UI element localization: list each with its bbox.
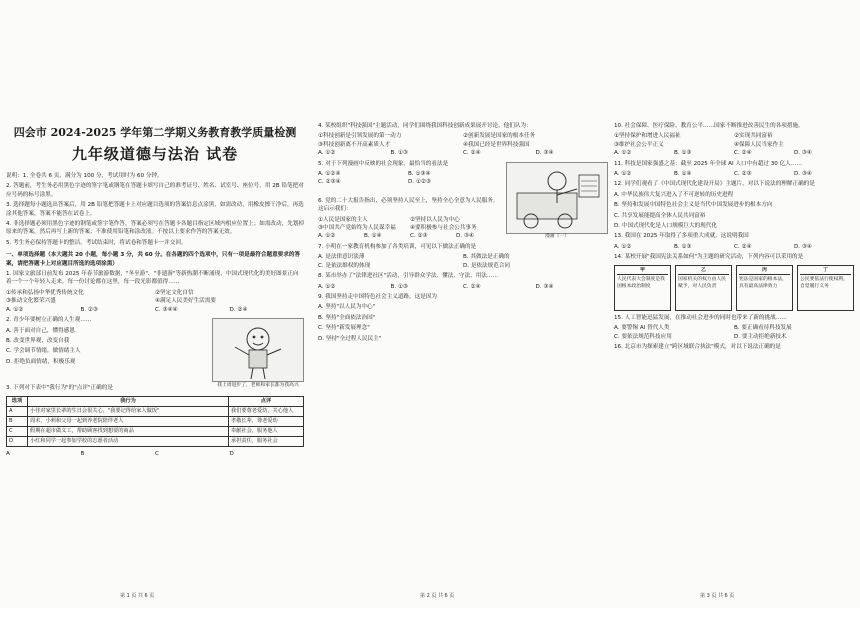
question-table [6, 396, 304, 447]
question-stem: 2. 青少年要树立正确的人生观…… [6, 317, 92, 324]
exam-subtitle: 九年级道德与法治 试卷 [71, 145, 239, 163]
question-stem: 15. 人工智能迅猛发展，在推动社会进步的同时也带来了新的挑战…… [614, 314, 787, 321]
option: A [6, 450, 10, 457]
question-stem: 4. 某校组织"科技强国"主题活动，同学们围绕我国科技创新成果展开讨论，他们认为： [318, 123, 532, 129]
table-cell: 承担责任，服务社会 [229, 436, 304, 446]
instruction-line: 3. 选择题每小题选出答案后，用 2B 铅笔把答题卡上对应题目选项的答案信息点涂黑，如需改动，用橡皮擦干净后，再选涂其他答案，答案不能答在试卷上。 [6, 202, 304, 217]
card-head: 丁 [800, 268, 851, 275]
option: B [80, 450, 85, 457]
question-stem: 7. 小明在一家教育机构参加了各类培训，可见以下做法正确的是 [318, 243, 477, 250]
question-stem: 14. 某校开展"我国宪法关系如何"为主题的研究活动，下列内容可以采用的是 [614, 254, 804, 261]
question-stem: 3. 下列对下表中"我行为"的"点评"正确的是 [6, 385, 113, 392]
table-header-row [7, 396, 304, 406]
option: B. ①③ [390, 150, 408, 157]
table-row [7, 436, 304, 446]
card-text: 公民要依法行使权利，自觉履行义务 [800, 277, 848, 289]
question-8 [318, 272, 608, 291]
option: A. ①② [614, 150, 632, 157]
question-stem: 11. 科技是国家强盛之基：截至 2025 年全球 AI 人口中有超过 30 亿人…… [614, 160, 803, 167]
cartoon-caption: 我上周进步了，老师和家长都为我高兴 [217, 382, 299, 388]
option: D. 坚持"全过程人民民主" [318, 335, 382, 342]
answer-options [614, 170, 854, 178]
info-card [736, 265, 793, 311]
option: A. ①② [6, 306, 24, 313]
item: ①科技创新是引领发展的第一动力 [318, 133, 402, 140]
question-14 [614, 253, 854, 310]
question-7 [318, 243, 608, 270]
card-head: 甲 [617, 268, 668, 275]
option: C. 是依法维权的体现 [318, 262, 371, 269]
item: ①坚持保护和增进人民福祉 [614, 133, 681, 140]
question-stem: 12. 同学们观看了《中国式现代化建设开局》主题片，对以下说法的理解正确的是 [614, 181, 815, 188]
option: A. ①②④ [318, 171, 341, 178]
option: C. ②③ [410, 233, 428, 240]
item: ③维护社会公平正义 [614, 141, 664, 148]
question-stem: 1. 国家文旅部日前发布 2025 年春节旅游数据，"冬至游"、"非遗游"等新热潮不断涌现，中国式现代化的美好图景正向着一个一个年轻人走来。每一份讨论都在这里，每一段光影都值得…… [6, 271, 299, 286]
option: C. ②③④ [318, 179, 341, 186]
item: ④要积极参与社会公共事务 [410, 225, 477, 232]
option: D. ①②③ [408, 179, 431, 186]
option: C. ②④ [463, 150, 481, 157]
question-stem: 8. 某市举办了"法律进社区"活动，引导群众学法、懂法、守法、用法…… [318, 273, 499, 280]
question-stem: 16. 北京市为探索建立"跨区域联合执法"模式，对以下说法正确的是 [614, 343, 781, 350]
question-stem: 13. 我国在 2025 年取得了多项重大成就，这说明我国 [614, 233, 749, 240]
option: D. ③④ [535, 283, 554, 290]
question-10 [614, 122, 854, 158]
table-row [7, 426, 304, 436]
option: D. 要主动拒绝新技术 [734, 333, 787, 340]
question-12 [614, 180, 854, 230]
option: D. ③④ [794, 171, 812, 178]
item: C. 共享发展能提高全体人民共同富裕 [614, 212, 706, 219]
answer-options [318, 232, 502, 240]
option: D. ③④ [794, 150, 812, 157]
option: D. ③④ [456, 233, 474, 240]
option: C [155, 450, 159, 457]
option: A. ①② [318, 150, 336, 157]
question-stem: 6. 党的二十大报告指出，必须坚持人民至上，坚持全心全意为人民服务。这启示我们： [318, 197, 499, 213]
option: C. ②④ [463, 283, 481, 290]
item: A. 中华民族伟大复兴进入了不可逆转的历史进程 [614, 191, 734, 198]
table-cell: B [7, 416, 28, 426]
answer-options [6, 306, 304, 314]
option: C. ②④ [734, 150, 752, 157]
info-card [675, 265, 732, 311]
card-head: 乙 [678, 268, 729, 275]
item: ④保障人民当家作主 [734, 141, 784, 148]
instructions [6, 172, 304, 247]
item: ④我国已经是世界科技强国 [463, 141, 530, 148]
question-3 [6, 384, 304, 458]
exam-title: 四会市 2024-2025 学年第二学期义务教育教学质量检测 [13, 126, 297, 139]
item: D. 中国式现代化是人口规模巨大的现代化 [614, 223, 717, 230]
table-cell: 我们要尊老爱幼，关心他人 [229, 406, 304, 416]
question-stem: 10. 社会保障、医疗保险、教育公平……国家不断推进改善民生的各项措施。 [614, 123, 804, 129]
option: A. 是法律意识淡薄 [318, 254, 365, 261]
option: A. ①② [318, 233, 336, 240]
item: ①人民是国家的主人 [318, 216, 368, 223]
card-text: 人民代表大会制度是我国根本政治制度 [617, 277, 665, 289]
item: ②坚定文化自信 [155, 289, 194, 296]
item: D. 拒绝负面情绪，积极乐观 [6, 358, 76, 365]
item: ③中国共产党始终为人民谋幸福 [318, 225, 396, 232]
table-cell: 假期在超市做义工，帮助顾客找到想要的商品 [28, 426, 229, 436]
option: B. 坚持"全面依法治国" [318, 314, 376, 321]
table-cell: 小红和同学一起参加学校的志愿者活动 [28, 436, 229, 446]
cartoon-drawing [213, 319, 303, 381]
answer-options [318, 149, 608, 157]
option: A. 坚持"以人民为中心" [318, 304, 376, 311]
question-items [318, 132, 608, 149]
option: C. ②④ [734, 243, 752, 250]
item: ③推动文化繁荣兴盛 [6, 298, 56, 305]
option: B. ①④ [674, 171, 692, 178]
item: A. 善于面对自己，懂得感恩 [6, 327, 75, 334]
page-footer: 第 3 页 共 6 页 [700, 593, 735, 599]
card-text: 国家机关的权力由人民赋予，对人民负责 [678, 277, 726, 289]
answer-options [614, 324, 854, 341]
cartoon-caption: 漫画（一） [545, 234, 569, 240]
answer-options [318, 170, 498, 187]
item: ②坚持以人民为中心 [410, 216, 460, 223]
option: A. ①② [614, 243, 632, 250]
answer-options [614, 243, 854, 251]
option: A. ①② [614, 171, 632, 178]
item: ③科技创新离不开高素质人才 [318, 141, 391, 148]
question-items [6, 289, 304, 306]
option: D. 是依法规范合同 [463, 262, 511, 269]
answer-options [318, 283, 608, 291]
table-cell: 奉献社会，服务他人 [229, 426, 304, 436]
cartoon-image [212, 318, 304, 388]
answer-options [614, 149, 854, 157]
option: C. 要依法规范科技应用 [614, 333, 672, 340]
item: ②实现共同富裕 [734, 133, 773, 140]
item: ②创新发展是国家的根本任务 [463, 133, 536, 140]
cartoon-drawing [507, 163, 607, 233]
info-card [614, 265, 671, 311]
section-heading: 一、单项选择题（本大题共 20 小题，每小题 3 分，共 60 分。在各题的四个选项中，只有一项是最符合题意要求的答案，请把答题卡上对应题目所选的选项涂黑） [6, 252, 301, 267]
page-column-2 [318, 120, 608, 628]
page-column-3 [614, 120, 854, 628]
item: ④满足人民美好生活需要 [155, 298, 216, 305]
instruction-line: 说明：1. 全卷共 6 页，满分为 100 分，考试用时为 60 分钟。 [6, 173, 163, 179]
option: B. ①③ [674, 150, 692, 157]
option: D [229, 450, 234, 457]
page-column-1 [6, 82, 304, 590]
instruction-line: 2. 答题前，考生务必用黑色字迹的签字笔或钢笔在答题卡填写自己的准考证号、姓名、试室号、座位号，用 2B 铅笔把对应号码的标号涂黑。 [6, 183, 304, 198]
question-13 [614, 232, 854, 251]
question-items [614, 132, 854, 149]
table-cell: A [7, 406, 28, 416]
option: B. 其做法是正确的 [463, 254, 510, 261]
question-9 [318, 293, 608, 343]
table-cell: C [7, 426, 28, 436]
option: B. ①③ [390, 283, 408, 290]
option: A. 要警惕 AI 替代人类 [614, 325, 670, 332]
table-header: 选项 [7, 396, 28, 406]
question-1 [6, 270, 304, 314]
question-items [318, 216, 502, 233]
option: D. ②④ [229, 306, 248, 313]
page-footer: 第 2 页 共 6 页 [420, 593, 455, 599]
instruction-line: 5. 考生务必保持答题卡的整洁。考试结束时，将试卷和答题卡一并交回。 [6, 239, 187, 246]
card-text: 宪法是国家的根本法，具有最高法律效力 [739, 277, 787, 289]
answer-options [6, 450, 304, 458]
table-row [7, 416, 304, 426]
item: ①传承和弘扬中华优秀传统文化 [6, 289, 84, 296]
question-stem: 9. 我国坚持走中国特色社会主义道路，这是因为 [318, 293, 437, 300]
option: C. ②③ [734, 171, 752, 178]
option: B. ①③ [674, 243, 692, 250]
option: B. 要正确看待科技发展 [734, 325, 792, 332]
table-cell: 周末，小莉和父母一起到养老院陪伴老人 [28, 416, 229, 426]
item: B. 改变世界观，改变自我 [6, 337, 70, 344]
question-4 [318, 122, 608, 158]
item: C. 学会调节情绪，做情绪主人 [6, 348, 81, 355]
option: C. 坚持"新发展理念" [318, 325, 370, 332]
question-16 [614, 343, 854, 351]
table-header: 点评 [229, 396, 304, 406]
question-15 [614, 314, 854, 341]
table-cell: 小佳对家里长辈的生日会很关心，"我要记得给家人做饭" [28, 406, 229, 416]
option: C. ③④④ [155, 306, 178, 313]
option: D. ③④ [794, 243, 812, 250]
option: B. ①③④ [408, 171, 431, 178]
question-2 [6, 316, 304, 388]
item: B. 坚持和发展中国特色社会主义是当代中国发展进步的根本方向 [614, 202, 773, 209]
question-11 [614, 160, 854, 179]
instruction-line: 4. 非选择题必须用黑色字迹的钢笔或签字笔作答，答案必须写在答题卡各题目指定区域内相应位置上；如需改动，先划掉原来的答案，然后再写上新的答案；不准使用铅笔和涂改液。不按以上要求作答的答案无效。 [6, 221, 304, 236]
page-footer: 第 1 页 共 6 页 [120, 593, 155, 599]
question-stem: 5. 对于下列漫画中反映的社会现象，最恰当的看法是 [318, 160, 449, 167]
table-row [7, 406, 304, 416]
info-card [797, 265, 854, 311]
cartoon-image [506, 162, 608, 240]
option: B. ①④ [364, 233, 382, 240]
option: B. ②③ [80, 306, 98, 313]
info-cards [614, 265, 854, 311]
option: D. ③④ [535, 150, 554, 157]
table-cell: D [7, 436, 28, 446]
table-cell: 孝敬长辈，尊老爱幼 [229, 416, 304, 426]
option: A. ①② [318, 283, 336, 290]
answer-options [318, 253, 608, 270]
table-header: 我行为 [28, 396, 229, 406]
card-head: 丙 [739, 268, 790, 275]
